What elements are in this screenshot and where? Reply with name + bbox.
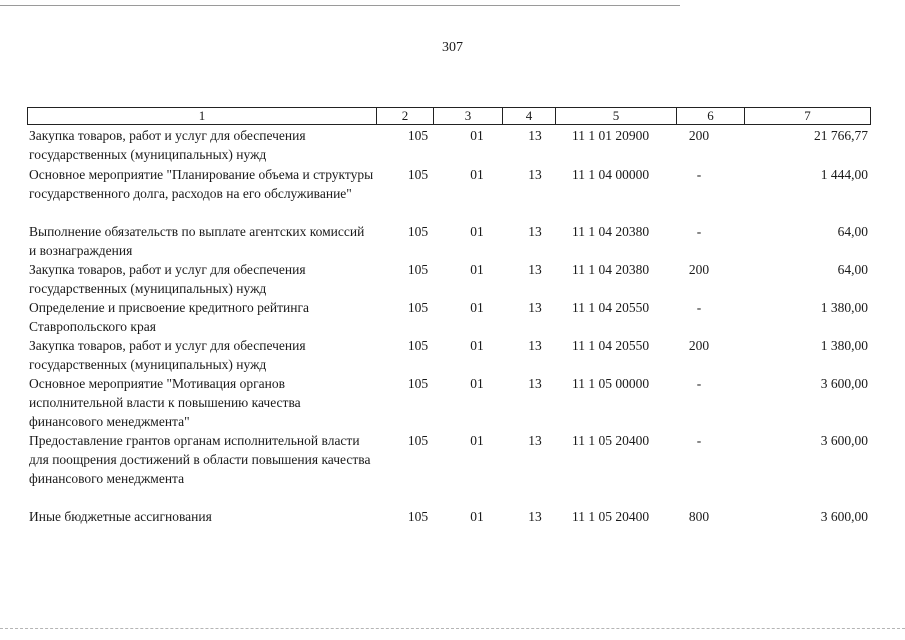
row-ministry-code: 105 xyxy=(407,224,429,239)
row-expense-type: - xyxy=(696,300,702,315)
row-section-code: 01 xyxy=(470,300,484,315)
row-amount: 3 600,00 xyxy=(820,376,868,391)
header-col-3: 3 xyxy=(434,108,503,124)
row-expense-type: - xyxy=(696,376,702,391)
row-subsection-code: 13 xyxy=(528,262,542,277)
row-target-article: 11 1 05 20400 xyxy=(572,433,650,448)
row-section-code: 01 xyxy=(470,338,484,353)
row-amount: 64,00 xyxy=(837,262,868,277)
scan-edge-line-top xyxy=(0,5,680,6)
row-ministry-code: 105 xyxy=(407,509,429,524)
row-name: Определение и присвоение кредитного рейтинга Ставропольского края xyxy=(29,300,309,334)
row-amount: 3 600,00 xyxy=(820,509,868,524)
row-subsection-code: 13 xyxy=(528,433,542,448)
row-subsection-code: 13 xyxy=(528,300,542,315)
row-subsection-code: 13 xyxy=(528,224,542,239)
page-number: 307 xyxy=(442,40,463,55)
row-name: Закупка товаров, работ и услуг для обеспечения государственных (муниципальных) нужд xyxy=(29,262,306,296)
row-name: Предоставление грантов органам исполнительной власти для поощрения достижений в области повышения качества финансового менеджмента xyxy=(29,433,371,486)
header-col-6: 6 xyxy=(677,108,745,124)
row-amount: 21 766,77 xyxy=(814,128,868,143)
header-col-4: 4 xyxy=(503,108,556,124)
row-ministry-code: 105 xyxy=(407,338,429,353)
row-section-code: 01 xyxy=(470,376,484,391)
row-target-article: 11 1 05 20400 xyxy=(572,509,650,524)
scan-edge-line-bottom xyxy=(0,628,905,629)
row-target-article: 11 1 04 20380 xyxy=(572,262,650,277)
row-expense-type: - xyxy=(696,433,702,448)
row-name: Закупка товаров, работ и услуг для обеспечения государственных (муниципальных) нужд xyxy=(29,128,306,162)
row-subsection-code: 13 xyxy=(528,128,542,143)
row-section-code: 01 xyxy=(470,128,484,143)
row-expense-type: 800 xyxy=(688,509,710,524)
row-expense-type: 200 xyxy=(688,338,710,353)
row-amount: 3 600,00 xyxy=(820,433,868,448)
row-target-article: 11 1 01 20900 xyxy=(572,128,650,143)
row-expense-type: - xyxy=(696,167,702,182)
row-target-article: 11 1 04 20550 xyxy=(572,300,650,315)
header-col-5: 5 xyxy=(556,108,677,124)
row-amount: 1 444,00 xyxy=(820,167,868,182)
row-target-article: 11 1 04 20380 xyxy=(572,224,650,239)
row-ministry-code: 105 xyxy=(407,128,429,143)
row-name: Закупка товаров, работ и услуг для обеспечения государственных (муниципальных) нужд xyxy=(29,338,306,372)
row-section-code: 01 xyxy=(470,167,484,182)
row-amount: 1 380,00 xyxy=(820,338,868,353)
row-subsection-code: 13 xyxy=(528,167,542,182)
row-section-code: 01 xyxy=(470,224,484,239)
row-expense-type: 200 xyxy=(688,262,710,277)
header-col-7: 7 xyxy=(804,108,811,123)
row-target-article: 11 1 04 00000 xyxy=(572,167,650,182)
row-name: Основное мероприятие "Мотивация органов исполнительной власти к повышению качества финансового менеджмента" xyxy=(29,376,301,429)
row-subsection-code: 13 xyxy=(528,376,542,391)
row-ministry-code: 105 xyxy=(407,262,429,277)
row-section-code: 01 xyxy=(470,262,484,277)
row-amount: 1 380,00 xyxy=(820,300,868,315)
row-ministry-code: 105 xyxy=(407,376,429,391)
row-ministry-code: 105 xyxy=(407,167,429,182)
row-target-article: 11 1 05 00000 xyxy=(572,376,650,391)
row-section-code: 01 xyxy=(470,509,484,524)
row-ministry-code: 105 xyxy=(407,433,429,448)
row-subsection-code: 13 xyxy=(528,338,542,353)
table-header xyxy=(27,107,871,125)
row-expense-type: 200 xyxy=(688,128,710,143)
row-target-article: 11 1 04 20550 xyxy=(572,338,650,353)
row-section-code: 01 xyxy=(470,433,484,448)
row-ministry-code: 105 xyxy=(407,300,429,315)
row-name: Иные бюджетные ассигнования xyxy=(29,509,212,524)
row-amount: 64,00 xyxy=(837,224,868,239)
row-expense-type: - xyxy=(696,224,702,239)
row-name: Выполнение обязательств по выплате агентских комиссий и вознаграждения xyxy=(29,224,365,258)
row-subsection-code: 13 xyxy=(528,509,542,524)
header-col-1: 1 xyxy=(28,108,377,124)
header-col-2: 2 xyxy=(377,108,434,124)
row-name: Основное мероприятие "Планирование объема и структуры государственного долга, расходов на его обслуживание" xyxy=(29,167,374,201)
